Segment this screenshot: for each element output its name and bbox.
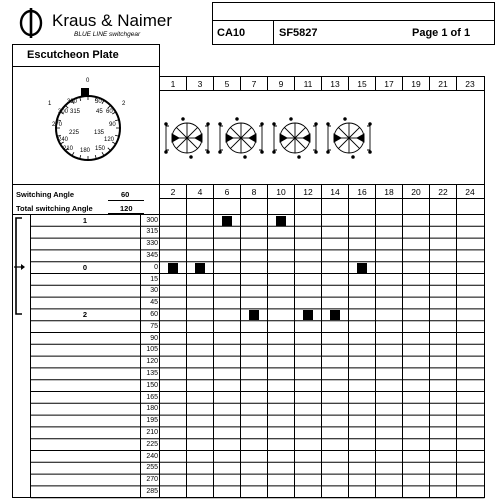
dial-label: 240 [58, 137, 69, 143]
angle-cell: 30 [150, 287, 158, 295]
contact-closed-marker [195, 263, 205, 273]
dial-label: 2 [122, 101, 126, 107]
angle-cell: 240 [146, 452, 158, 460]
position-bracket [0, 0, 40, 330]
model-number: CA10 [217, 27, 246, 39]
contact-closed-marker [357, 263, 367, 273]
angle-cell: 180 [146, 405, 158, 413]
contact-deck-symbol [327, 118, 372, 159]
terminal-bottom: 24 [465, 187, 475, 197]
terminal-bottom: 6 [224, 187, 230, 197]
terminal-bottom: 16 [357, 187, 367, 197]
angle-cell: 315 [146, 228, 158, 236]
dial-label: 1 [48, 101, 52, 107]
escutcheon-title: Escutcheon Plate [27, 49, 119, 61]
total-switching-angle-label: Total switching Angle [16, 204, 93, 213]
angle-cell: 270 [146, 476, 158, 484]
brand-name: Kraus & Naimer [52, 11, 172, 30]
terminal-top: 3 [197, 79, 203, 89]
contact-closed-marker [249, 310, 259, 320]
terminal-top: 23 [465, 79, 475, 89]
dial-label: 315 [70, 109, 81, 115]
contact-closed-marker [303, 310, 313, 320]
terminal-bottom: 22 [438, 187, 448, 197]
angle-cell: 0 [154, 263, 158, 271]
contact-closed-marker [276, 216, 286, 226]
dial-label: 0 [86, 78, 90, 84]
angle-cell: 60 [150, 310, 158, 318]
dial-label: 225 [69, 130, 80, 136]
switching-angle-value: 60 [121, 190, 130, 199]
angle-cell: 105 [146, 346, 158, 354]
terminal-bottom: 12 [303, 187, 313, 197]
angle-cell: 75 [150, 322, 158, 330]
contact-closed-marker [330, 310, 340, 320]
angle-cell: 210 [146, 428, 158, 436]
dial-labels [38, 76, 138, 176]
angle-cell: 255 [146, 464, 158, 472]
contact-closed-marker [222, 216, 232, 226]
dial-label: 300 [58, 109, 69, 115]
dial-label: 30 [95, 99, 102, 105]
dial-label: 90 [109, 122, 116, 128]
angle-cell: 45 [150, 299, 158, 307]
terminal-top: 19 [411, 79, 421, 89]
dial-label: 330 [67, 99, 78, 105]
terminal-bottom: 8 [251, 187, 257, 197]
angle-cell: 300 [146, 216, 158, 224]
switching-angle-label: Switching Angle [16, 190, 75, 199]
angle-cell: 285 [146, 487, 158, 495]
terminal-bottom: 20 [411, 187, 421, 197]
terminal-bottom: 18 [384, 187, 394, 197]
terminal-bottom: 14 [330, 187, 340, 197]
dial-label: 60 [106, 109, 113, 115]
contact-deck-symbol [273, 118, 318, 159]
terminal-top: 15 [357, 79, 367, 89]
terminal-bottom: 4 [197, 187, 203, 197]
position-label: 0 [82, 262, 88, 272]
brand-tagline: BLUE LINE switchgear [74, 31, 141, 38]
dial-label: 135 [94, 130, 105, 136]
terminal-top: 7 [251, 79, 257, 89]
angle-cell: 330 [146, 240, 158, 248]
terminal-top: 1 [170, 79, 176, 89]
terminal-bottom: 10 [276, 187, 286, 197]
terminal-top: 13 [330, 79, 340, 89]
program-code: SF5827 [279, 27, 318, 39]
dial-label: 270 [52, 122, 63, 128]
dial-label: 45 [96, 109, 103, 115]
dial-label: 210 [63, 146, 74, 152]
terminal-top: 11 [303, 79, 313, 89]
total-angle-underline [108, 213, 144, 214]
angle-cell: 225 [146, 440, 158, 448]
contact-deck-symbol [165, 118, 210, 159]
contact-deck-symbol [219, 118, 264, 159]
contact-closed-marker [168, 263, 178, 273]
terminal-top: 5 [224, 79, 230, 89]
total-switching-angle-value: 120 [120, 204, 133, 213]
dial-label: 120 [104, 137, 115, 143]
terminal-top: 21 [438, 79, 448, 89]
angle-cell: 165 [146, 393, 158, 401]
angle-cell: 195 [146, 417, 158, 425]
angle-cell: 135 [146, 369, 158, 377]
terminal-bottom: 2 [170, 187, 176, 197]
position-label: 2 [82, 309, 88, 319]
angle-cell: 150 [146, 381, 158, 389]
position-label: 1 [82, 215, 88, 225]
angle-cell: 90 [150, 334, 158, 342]
page-indicator: Page 1 of 1 [412, 27, 471, 39]
switching-angle-underline [108, 200, 144, 201]
dial-label: 150 [95, 146, 106, 152]
terminal-top: 17 [384, 79, 394, 89]
angle-cell: 15 [150, 275, 158, 283]
dial-label: 180 [80, 148, 91, 154]
angle-cell: 120 [146, 358, 158, 366]
terminal-top: 9 [278, 79, 284, 89]
angle-cell: 345 [146, 251, 158, 259]
